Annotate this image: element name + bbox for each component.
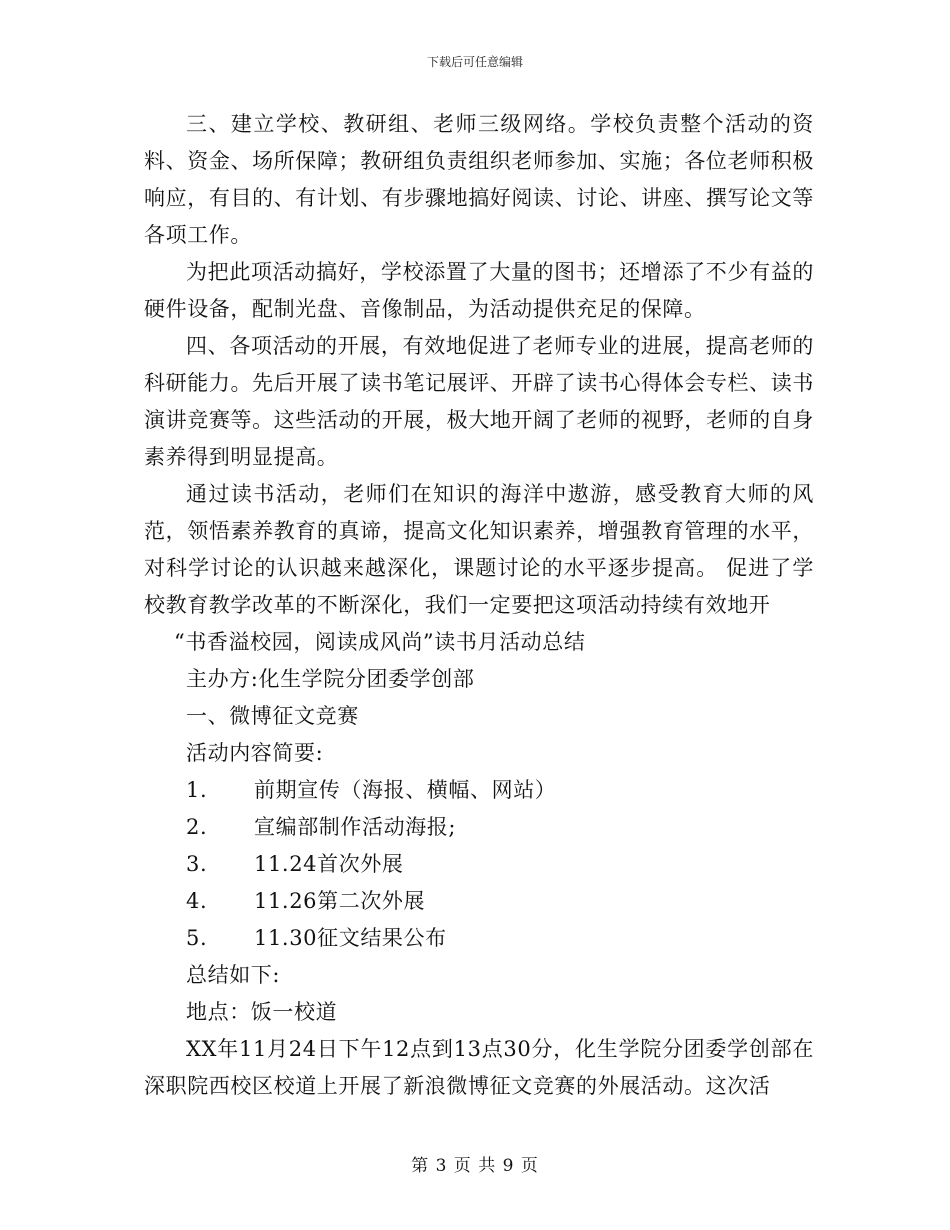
list-item-number: 4. <box>186 889 208 913</box>
paragraph-event-report: XX年11月24日下午12点到13点30分，化生学院分团委学创部在深职院西校区校道上开展了新浪微博征文竞赛的外展活动。这次活 <box>144 1037 814 1098</box>
list-item-number: 3. <box>186 852 208 876</box>
list-item-text: 11.26第二次外展 <box>254 889 426 913</box>
list-item-number: 1. <box>186 778 208 802</box>
list-item-number: 5. <box>186 926 208 950</box>
list-item-text: 宣编部制作活动海报; <box>254 815 457 839</box>
paragraph-reading-results: 通过读书活动，老师们在知识的海洋中遨游，感受教育大师的风范，领悟素养教育的真谛，提高文化知识素养，增强教育管理的水平，对科学讨论的认识越来越深化，课题讨论的水平逐步提高。 促进了学校教育教学改革的不断深化，我们一定要把这项活动持续有效地开 <box>144 482 814 617</box>
section-title: “书香溢校园，阅读成风尚”读书月活动总结 <box>174 630 586 654</box>
list-item-text: 11.30征文结果公布 <box>254 926 447 950</box>
organizer-line: 主办方:化生学院分团委学创部 <box>186 667 475 691</box>
paragraph-network: 三、建立学校、教研组、老师三级网络。学校负责整个活动的资料、资金、场所保障；教研组负责组织老师参加、实施；各位老师积极响应，有目的、有计划、有步骤地搞好阅读、讨论、讲座、撰写论文等各项工作。 <box>144 112 814 247</box>
paragraph-activities: 四、各项活动的开展，有效地促进了老师专业的进展，提高老师的科研能力。先后开展了读书笔记展评、开辟了读书心得体会专栏、读书演讲竞赛等。这些活动的开展，极大地开阔了老师的视野，老师的自身素养得到明显提高。 <box>144 334 814 469</box>
list-item <box>144 772 814 809</box>
list-item <box>144 809 814 846</box>
summary-label: 总结如下: <box>186 963 281 987</box>
location-line: 地点：饭一校道 <box>186 1000 338 1024</box>
page-header: 下载后可任意编辑 <box>426 55 523 69</box>
list-item-text: 11.24首次外展 <box>254 852 404 876</box>
list-item <box>144 920 814 957</box>
content-label: 活动内容简要: <box>186 741 324 765</box>
subsection-heading: 一、微博征文竞赛 <box>186 704 359 728</box>
page-number-footer: 第 3 页 共 9 页 <box>411 1156 539 1176</box>
paragraph-equipment: 为把此项活动搞好，学校添置了大量的图书；还增添了不少有益的硬件设备，配制光盘、音像制品，为活动提供充足的保障。 <box>144 260 814 321</box>
list-item-text: 前期宣传（海报、横幅、网站） <box>254 778 557 802</box>
document-body <box>144 106 814 1105</box>
list-item-number: 2. <box>186 815 208 839</box>
list-item <box>144 883 814 920</box>
list-item <box>144 846 814 883</box>
